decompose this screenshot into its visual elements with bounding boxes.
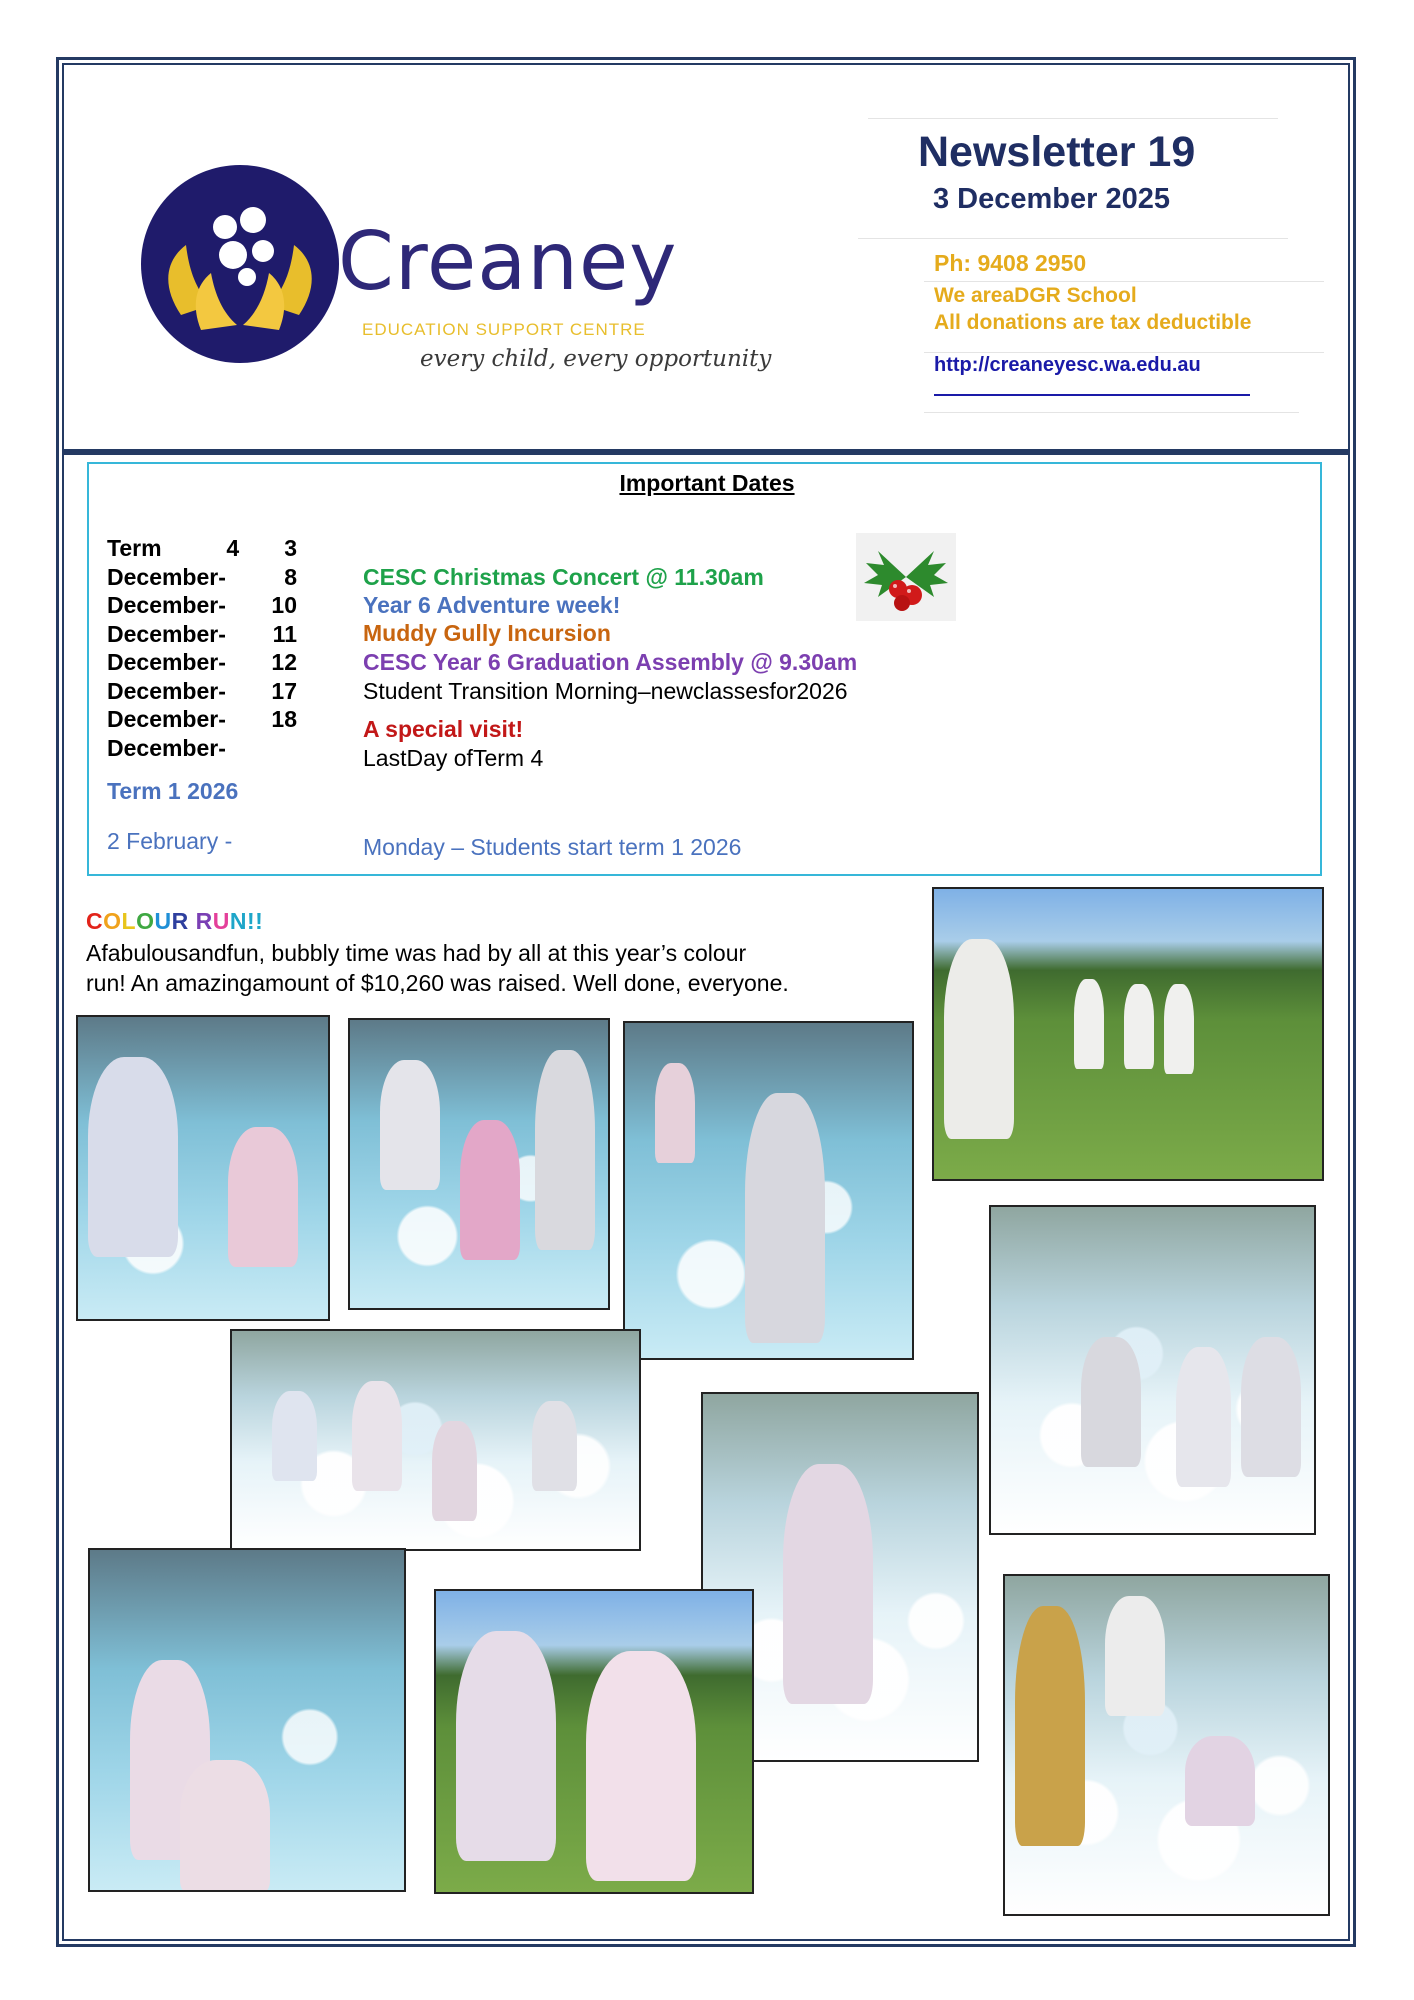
colour-run-title	[86, 908, 263, 935]
logo-tagline: every child, every opportunity	[420, 346, 772, 372]
colour-run-text: run! An amazingamount of $10,260 was raised. Well done, everyone.	[86, 970, 789, 996]
title-letter: R	[195, 908, 213, 934]
event-muddy-gully: Muddy Gully Incursion	[363, 620, 611, 646]
date-row: December- 12	[107, 649, 297, 675]
important-dates-heading: Important Dates	[619, 470, 795, 496]
colour-run-photo	[989, 1205, 1316, 1535]
colour-run-photo	[1003, 1574, 1330, 1916]
event-last-day: LastDay ofTerm 4	[363, 745, 544, 771]
header-rule	[858, 238, 1288, 239]
logo-wordmark: Creaney	[338, 215, 678, 308]
title-letter: U	[212, 908, 230, 934]
colour-run-photo	[348, 1018, 610, 1310]
title-letter: C	[86, 908, 104, 934]
title-letter: O	[136, 908, 155, 934]
event-special-visit: A special visit!	[363, 716, 524, 742]
title-letter: !	[255, 908, 264, 934]
header-rule	[924, 412, 1299, 413]
colour-run-photo	[230, 1329, 641, 1551]
term1-event: Monday – Students start term 1 2026	[363, 834, 742, 860]
header-rule	[868, 118, 1278, 119]
colour-run-photo	[623, 1021, 914, 1360]
colour-run-photo	[76, 1015, 330, 1321]
holly-icon	[856, 533, 956, 621]
newsletter-title: Newsletter 19	[918, 128, 1196, 176]
date-row: December-	[107, 734, 226, 761]
event-christmas-concert: CESC Christmas Concert @ 11.30am	[363, 564, 764, 590]
colour-run-photo	[88, 1548, 406, 1892]
dates-left-column	[107, 534, 297, 762]
header-divider	[62, 449, 1350, 455]
term1-date: 2 February -	[107, 828, 233, 854]
title-letter: R	[171, 908, 189, 934]
event-adventure-week: Year 6 Adventure week!	[363, 592, 621, 618]
newsletter-date: 3 December 2025	[933, 183, 1170, 215]
phone-number: Ph: 9408 2950	[934, 250, 1087, 276]
event-transition-morning: Student Transition Morning–newclassesfor2026	[363, 678, 848, 704]
date-row: December- 18	[107, 706, 297, 732]
logo-subtitle: EDUCATION SUPPORT CENTRE	[362, 320, 646, 339]
term1-title: Term 1 2026	[107, 778, 239, 804]
school-website-link[interactable]: http://creaneyesc.wa.edu.au	[934, 354, 1201, 376]
title-letter: L	[121, 908, 137, 934]
event-graduation: CESC Year 6 Graduation Assembly @ 9.30am	[363, 649, 858, 675]
title-letter	[189, 908, 196, 934]
emblem-icon	[141, 165, 339, 363]
link-underline	[934, 394, 1250, 396]
date-row: December- 8	[107, 563, 297, 590]
donation-note: All donations are tax deductible	[934, 311, 1252, 334]
title-letter: N	[229, 908, 247, 934]
colour-run-text: Afabulousandfun, bubbly time was had by all at this year’s colour	[86, 940, 747, 966]
header-rule	[924, 281, 1324, 282]
school-logo-emblem	[141, 165, 339, 363]
date-row: December- 10	[107, 592, 297, 618]
title-letter: !	[246, 908, 256, 934]
dgr-status: We areaDGR School	[934, 284, 1137, 307]
colour-run-photo	[434, 1589, 754, 1894]
date-row: December- 11	[107, 620, 297, 647]
title-letter: U	[154, 908, 172, 934]
date-row: Term 4 3	[107, 535, 297, 561]
colour-run-photo	[932, 887, 1324, 1181]
date-row: December- 17	[107, 677, 297, 704]
title-letter: O	[103, 908, 122, 934]
header-rule	[924, 352, 1324, 353]
